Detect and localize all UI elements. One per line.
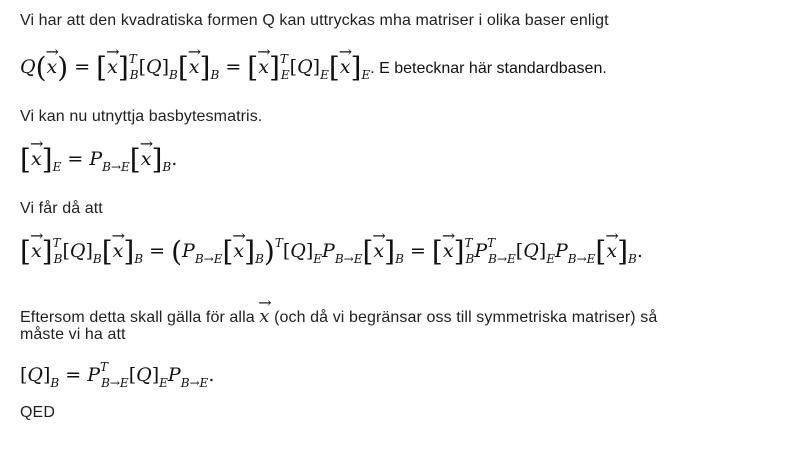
conclusion-paragraph-line2: måste vi ha att bbox=[20, 326, 126, 343]
qed-text: QED bbox=[20, 404, 55, 421]
intro-paragraph: Vi har att den kvadratiska formen Q kan uttryckas mha matriser i olika baser enligt bbox=[20, 12, 609, 29]
equation-basis-change: [→ $x]_E = P_{B\to E}[\to x]_B$. bbox=[20, 140, 177, 176]
equation-derivation: [→ $x]^T_B[Q]_B[\to x]_B = (P_{B\to E}[\to x]_B)^T[Q]_EP_{B\to E}[\to x]_B$ = [→ $x]^T_BP^T_{B\to E}[Q]_EP_{B\to E}[\to x]_B$. bbox=[20, 232, 643, 268]
equation-quadratic-form: Q(→ x) = [→ $x]^T_B[Q]_B[\to x]_B$ = [→ $x]^T_E[Q]_E[\to x]_E$. E betecknar här standardbasen. bbox=[20, 48, 607, 84]
equation-1-suffix: . E betecknar här standardbasen. bbox=[370, 60, 607, 77]
equation-result: $[Q]_B = P^T_{B\to E}[Q]_EP_{B\to E}$. bbox=[20, 360, 215, 390]
basis-change-paragraph: Vi kan nu utnyttja basbytesmatris. bbox=[20, 108, 263, 125]
conclusion-paragraph: Eftersom detta skall gälla för alla → x (och då vi begränsar oss till symmetriska matriser) så bbox=[20, 298, 657, 329]
then-paragraph: Vi får då att bbox=[20, 200, 103, 217]
vector-x-inline: → x bbox=[259, 298, 269, 328]
